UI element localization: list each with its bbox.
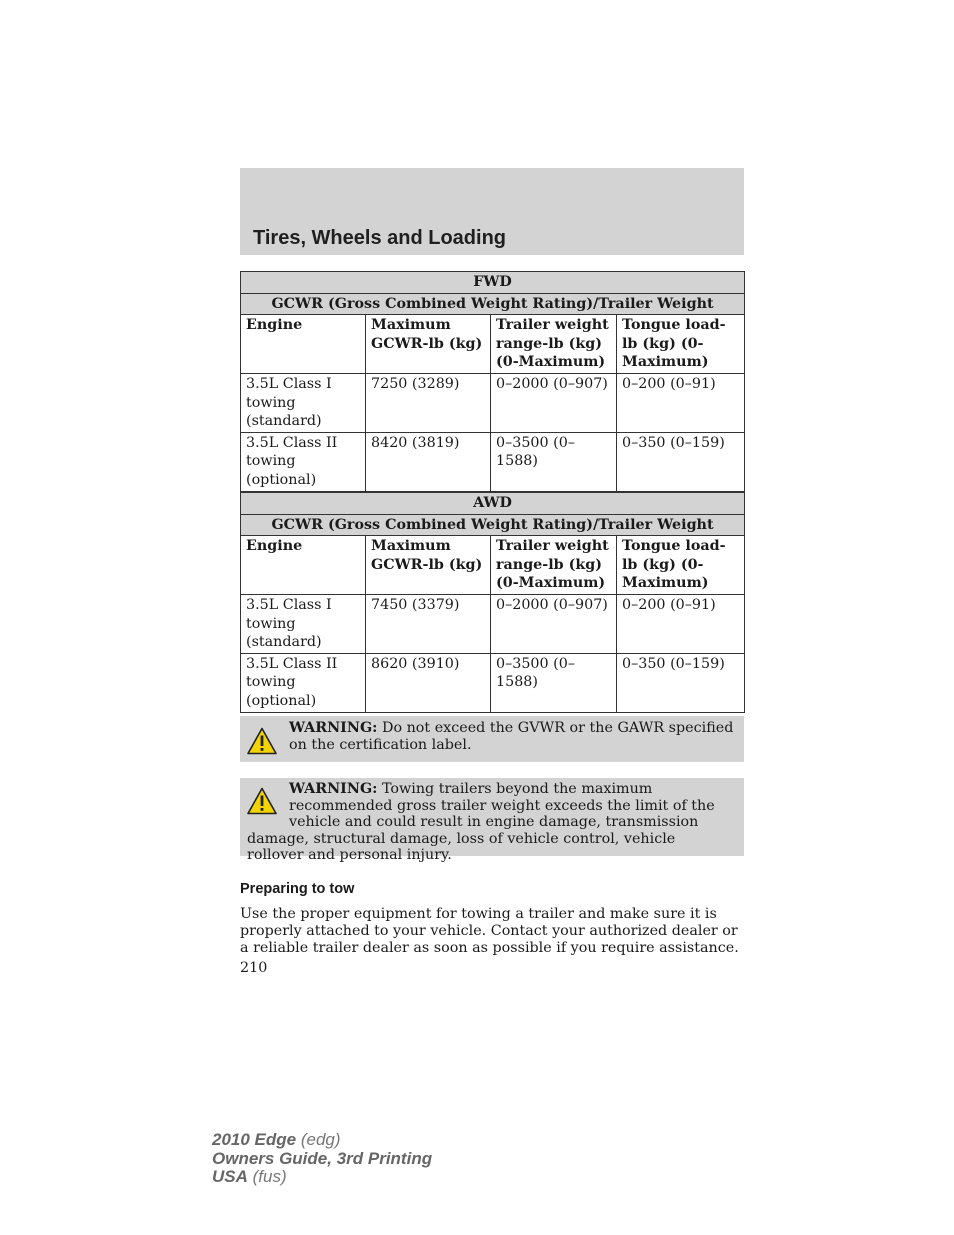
fwd-towing-table [240, 271, 745, 492]
cell-engine: 3.5L Class I towing (standard) [241, 594, 366, 653]
cell-trailer-weight: 0–2000 (0–907) [491, 373, 617, 432]
column-header-tongue-load: Tongue load-lb (kg) (0-Maximum) [617, 536, 745, 595]
cell-trailer-weight: 0–2000 (0–907) [491, 594, 617, 653]
column-header-max-gcwr: Maximum GCWR-lb (kg) [366, 315, 491, 374]
cell-tongue-load: 0–200 (0–91) [617, 594, 745, 653]
table-row [241, 653, 745, 712]
warning-message: Do not exceed the GVWR or the GAWR specified on the certification label. [289, 720, 734, 753]
footer-market-code: (fus) [252, 1167, 287, 1187]
table-row [241, 373, 745, 432]
cell-tongue-load: 0–200 (0–91) [617, 373, 745, 432]
section-header-band [240, 168, 744, 255]
column-header-trailer-weight: Trailer weight range-lb (kg) (0-Maximum) [491, 315, 617, 374]
footer-edition: Owners Guide, 3rd Printing [212, 1148, 433, 1168]
cell-engine: 3.5L Class I towing (standard) [241, 373, 366, 432]
cell-max-gcwr: 7250 (3289) [366, 373, 491, 432]
section-heading: Preparing to tow [240, 881, 355, 897]
document-footer [212, 1131, 432, 1187]
section-title: Tires, Wheels and Loading [253, 227, 507, 249]
warning-triangle-icon [247, 727, 277, 755]
column-header-tongue-load: Tongue load-lb (kg) (0-Maximum) [617, 315, 745, 374]
cell-trailer-weight: 0–3500 (0–1588) [491, 653, 617, 712]
column-header-engine: Engine [241, 315, 366, 374]
table-row [241, 432, 745, 491]
cell-trailer-weight: 0–3500 (0–1588) [491, 432, 617, 491]
cell-max-gcwr: 8420 (3819) [366, 432, 491, 491]
table-drive-label: FWD [241, 272, 745, 294]
table-row [241, 594, 745, 653]
table-subtitle: GCWR (Gross Combined Weight Rating)/Trailer Weight [241, 514, 745, 536]
cell-max-gcwr: 7450 (3379) [366, 594, 491, 653]
cell-tongue-load: 0–350 (0–159) [617, 653, 745, 712]
warning-text [247, 720, 736, 753]
warning-label: WARNING: [289, 720, 378, 736]
warning-label: WARNING: [289, 781, 378, 797]
page-number: 210 [240, 960, 268, 976]
column-header-engine: Engine [241, 536, 366, 595]
body-paragraph: Use the proper equipment for towing a trailer and make sure it is properly attached to your vehicle. Contact your authorized dealer or a reliable trailer dealer as soon as possible if you require assistance. [240, 906, 739, 956]
column-header-max-gcwr: Maximum GCWR-lb (kg) [366, 536, 491, 595]
cell-max-gcwr: 8620 (3910) [366, 653, 491, 712]
footer-market: USA [212, 1167, 248, 1187]
cell-tongue-load: 0–350 (0–159) [617, 432, 745, 491]
column-header-trailer-weight: Trailer weight range-lb (kg) (0-Maximum) [491, 536, 617, 595]
warning-box [240, 716, 744, 762]
warning-message: Towing trailers beyond the maximum recommended gross trailer weight exceeds the limit of the vehicle and could result in engine damage, transmission damage, structural damage, loss of vehicle control, vehicle rollover and personal injury. [247, 781, 715, 863]
cell-engine: 3.5L Class II towing (optional) [241, 653, 366, 712]
footer-model-code: (edg) [300, 1130, 341, 1149]
awd-towing-table [240, 492, 745, 713]
warning-text [247, 781, 736, 864]
footer-model: 2010 Edge [212, 1130, 297, 1149]
table-subtitle: GCWR (Gross Combined Weight Rating)/Trailer Weight [241, 293, 745, 315]
warning-triangle-icon [247, 787, 277, 815]
cell-engine: 3.5L Class II towing (optional) [241, 432, 366, 491]
warning-box [240, 778, 744, 863]
table-drive-label: AWD [241, 493, 745, 515]
